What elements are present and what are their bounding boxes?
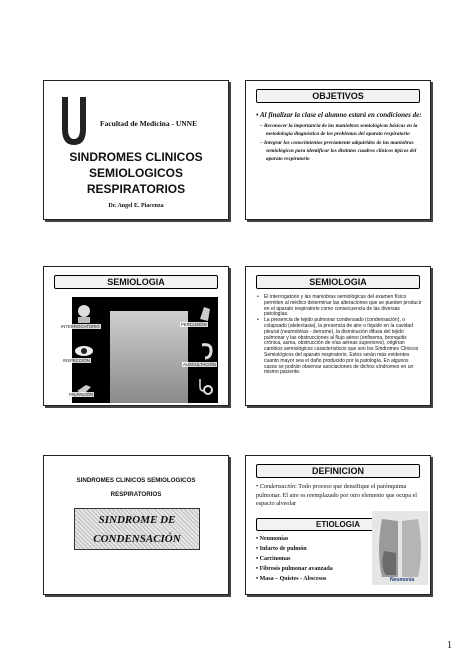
objective-item: – Integrar los conocimientos previamente adquiridos de las maniobras semiológicas para identificar los distintos cuadros clínicos típicos del aparato respiratorio [260, 139, 417, 162]
list-item: • Fibrosis pulmonar avanzada [256, 564, 333, 574]
title-line-2: SEMIOLOGICOS [88, 166, 183, 180]
objective-item: – Reconocer la importancia de las maniobras semiológicas básicas en la metodología diagnóstica de los problemas del aparato respiratorio [260, 122, 418, 137]
label-interrogatorio: INTERROGATORIO [61, 324, 100, 329]
list-item: • Carcinomas [256, 554, 333, 564]
title-line-1: SINDROMES CLINICOS [69, 150, 203, 164]
slide-heading: SEMIOLOGIA [256, 275, 420, 289]
slide-heading: SEMIOLOGIA [54, 275, 218, 289]
semiology-body [256, 295, 422, 376]
heading-line: RESPIRATORIOS [110, 491, 162, 498]
list-item: • Neumonías [256, 534, 333, 544]
section-title-box [74, 508, 200, 550]
definition-heading: DEFINICION [256, 464, 420, 478]
section-heading [44, 474, 228, 502]
list-item: • El interrogatorio y las maniobras semiológicas del examen físico permiten al médico determinar las alteraciones que se pueden producir en el aparato respiratorio como consecuencia de las diversas patologías. [264, 295, 422, 318]
faculty-name: Facultad de Medicina - UNNE [100, 119, 198, 128]
definition-body: • Condensación: Todo proceso que densifique el parénquima pulmonar. El aire es reemplazado por otro elemento que ocupa el espacio alveolar [256, 483, 417, 508]
ear-icon [196, 341, 216, 361]
stethoscope-icon [196, 377, 216, 397]
slide-section [43, 455, 229, 595]
definition-term: Condensación [259, 483, 296, 490]
image-caption: Neumonía [390, 577, 415, 583]
box-line: SINDROME DE [98, 514, 176, 526]
page-number: 1 [447, 640, 452, 651]
slide-semiologia-text [245, 266, 431, 406]
slide-objetivos [245, 80, 431, 220]
box-line: CONDENSACIÓN [93, 533, 181, 545]
label-percusion: PERCUSIÓN [181, 322, 207, 327]
intro-text: Al finalizar la clase el alumno estará en condiciones de: [259, 111, 422, 119]
lung-xray-image [372, 511, 428, 585]
author: Dr. Angel E. Piacenza [108, 203, 164, 209]
label-palpacion: PALPACIÓN [69, 392, 93, 397]
slide-title [43, 80, 229, 220]
label-auscultacion: AUSCULTACIÓN [183, 362, 217, 367]
definition-text: : Todo proceso que densifique el parénquima pulmonar. El aire es reemplazado por otro elemento que ocupa el espacio alveolar [256, 483, 417, 508]
semiology-illustration [72, 297, 218, 403]
list-item: • La presencia de tejido pulmonar condensado (condensación), o colapsado (atelectasia), la presencia de aire o líquido en la cavidad pleural (neumotórax - derrame), la disminución difusa del tejido pulmonar y las obstrucciones al flujo aéreo (enfisema, bronquitis crónica, asma, obstrucción de vías aéreas superiores), originan cambios semiológicos característicos que son los Síndromes Clínicos Semiológicos del aparato respiratorio. Estos serán más evidentes cuanto mayor sea el daño producido por la patología. En algunos casos se podrán observar asociaciones de dichos síndromes en un mismo paciente. [264, 318, 422, 376]
etiology-list [256, 534, 333, 584]
slide-heading: OBJETIVOS [256, 89, 420, 103]
objective-text: Reconocer la importancia de las maniobras semiológicas básicas en la metodología diagnóstica de los problemas del aparato respiratorio [263, 122, 418, 137]
slide-definicion [245, 455, 431, 595]
torso-image [110, 311, 188, 403]
objective-text: Integrar los conocimientos previamente adquiridos de las maniobras semiológicas para identificar los distintos cuadros clínicos típicos del aparato respiratorio [263, 139, 417, 162]
doctor-head-icon [74, 303, 94, 323]
presentation-title [44, 149, 228, 197]
etiology-heading: ETIOLOGIA [256, 518, 420, 531]
list-item: • Infarto de pulmón [256, 544, 333, 554]
heading-line: SINDROMES CLINICOS SEMIOLOGICOS [76, 477, 196, 484]
label-inspeccion: INSPECCIÓN [63, 358, 90, 363]
slide-semiologia-image [43, 266, 229, 406]
objectives-body [256, 111, 422, 163]
list-item: • Masa – Quistes - Abscesos [256, 574, 333, 584]
title-line-3: RESPIRATORIOS [86, 182, 186, 196]
objectives-intro: • Al finalizar la clase el alumno estará en condiciones de: [256, 111, 422, 119]
hand-percussion-icon [196, 303, 216, 323]
unne-logo [56, 95, 92, 147]
